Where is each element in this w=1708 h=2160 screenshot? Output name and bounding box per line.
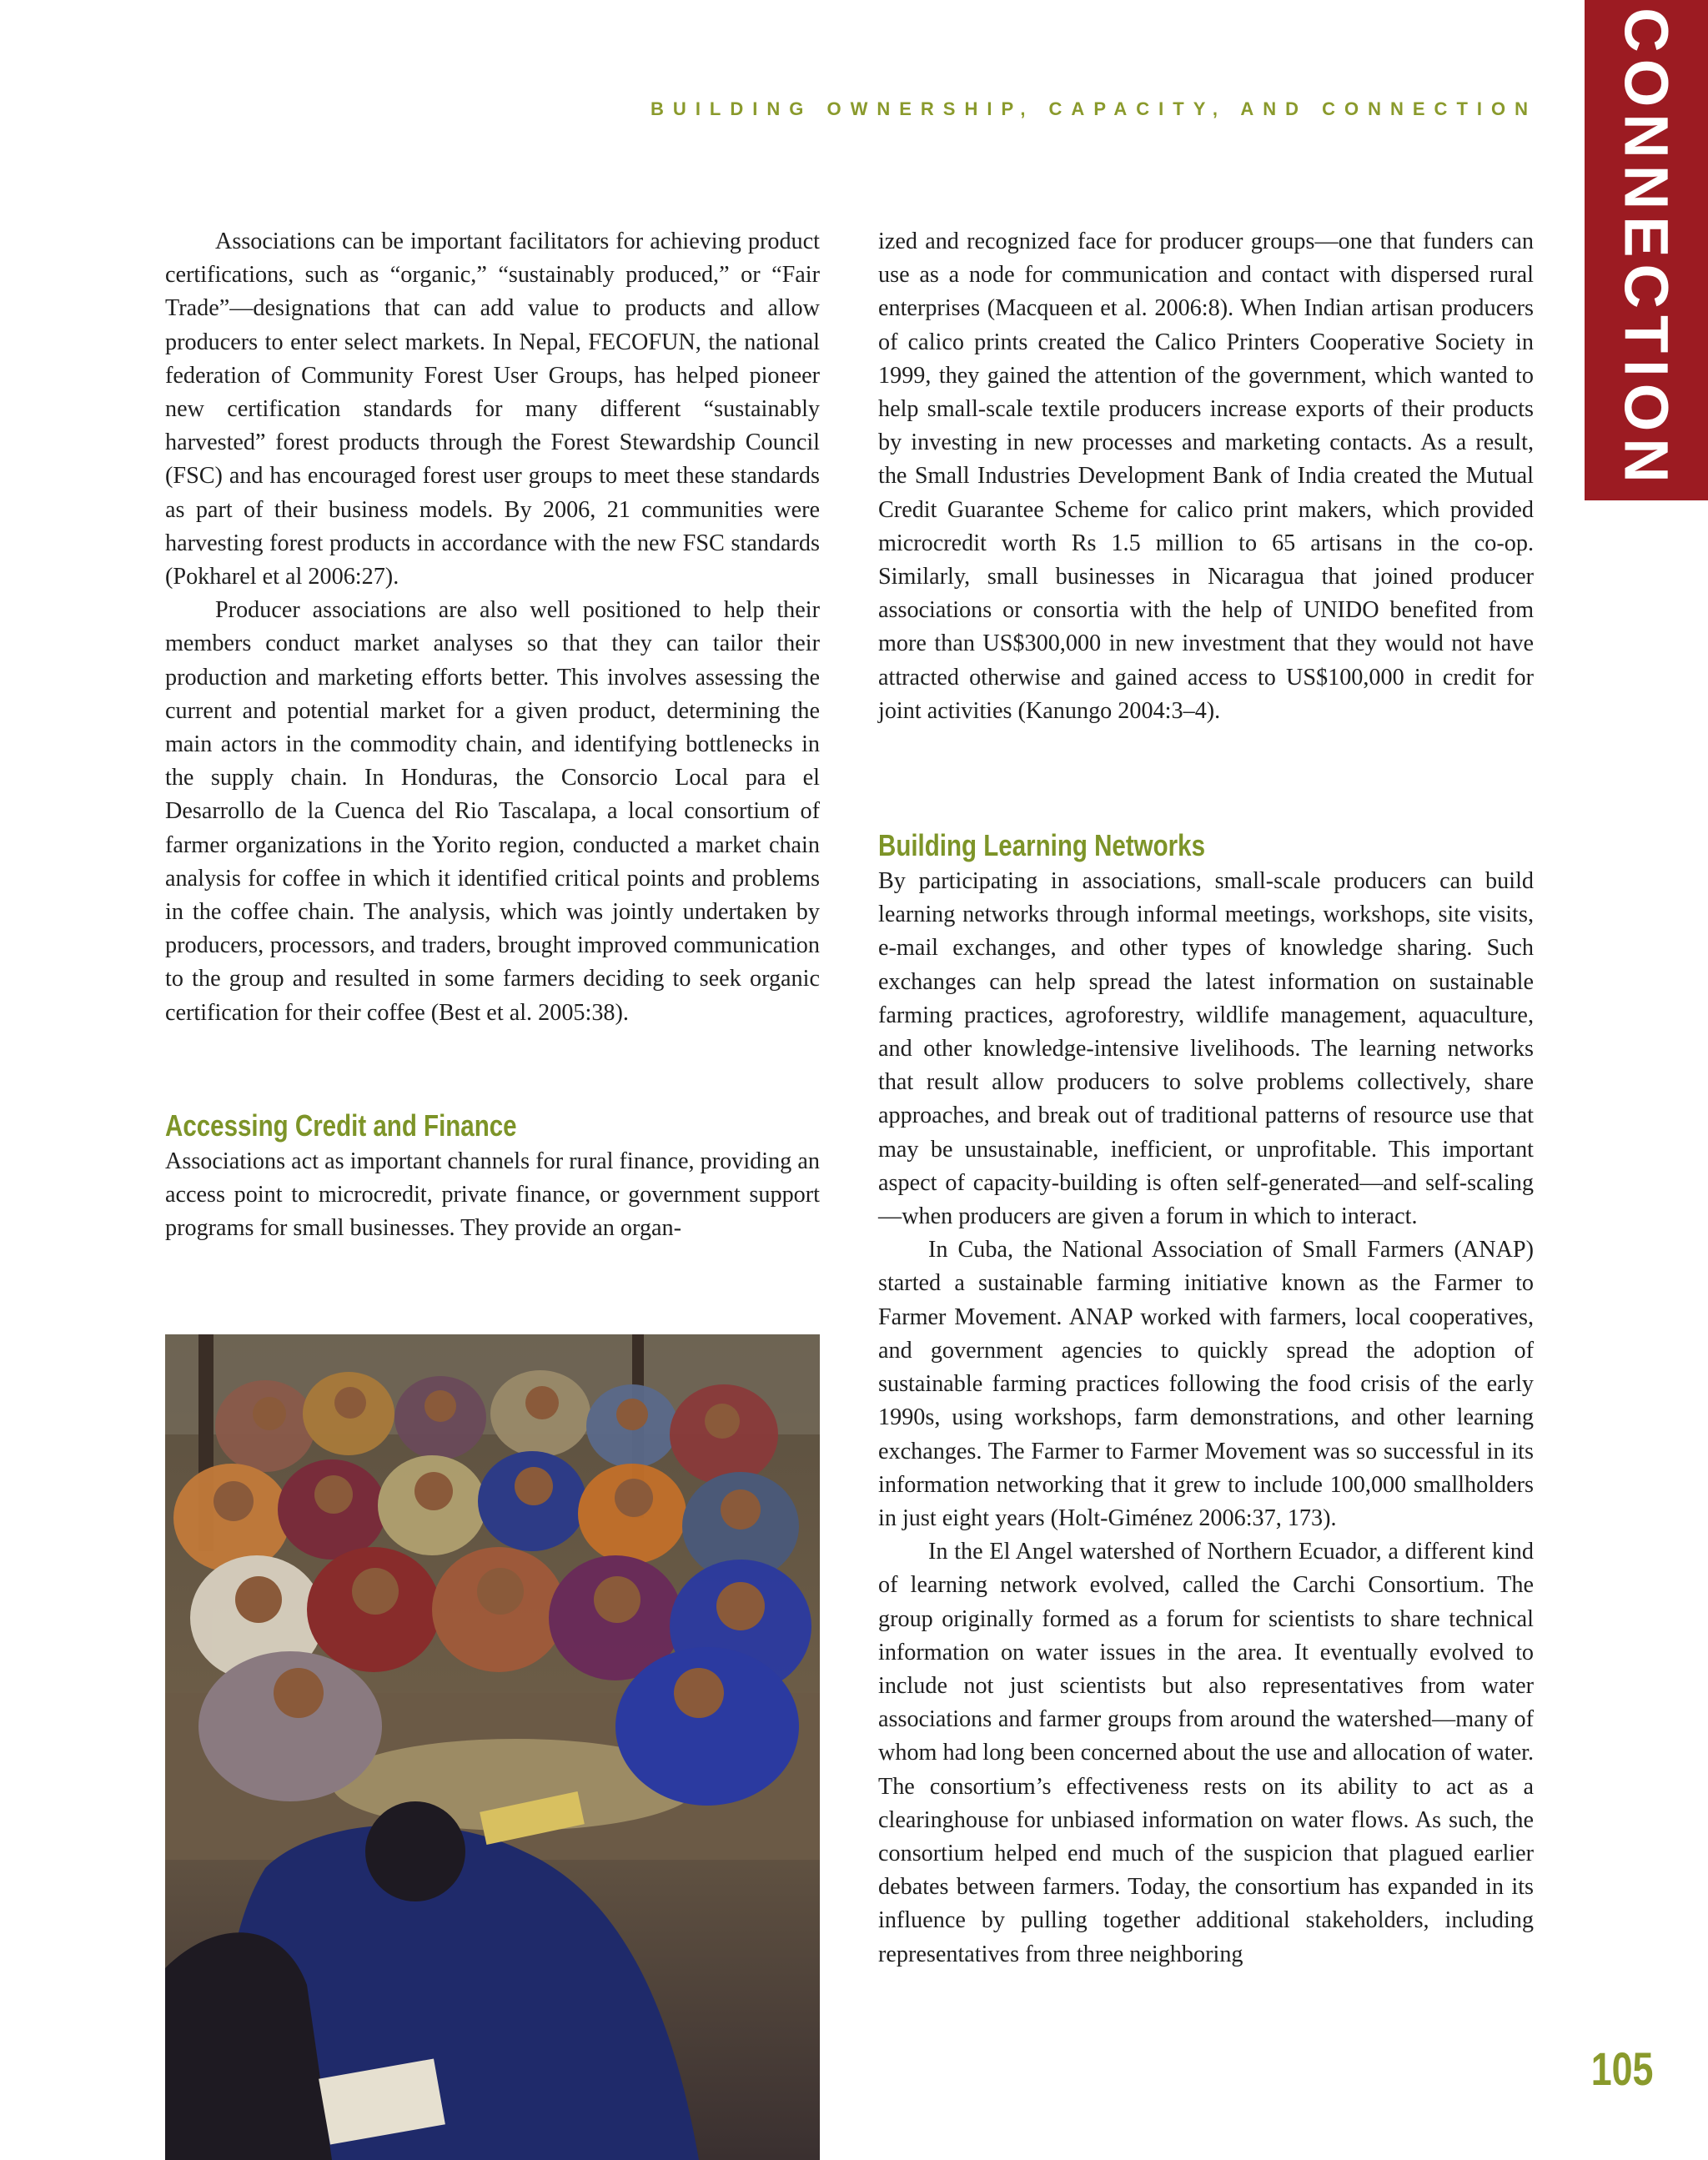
page-number: 105 (1590, 2042, 1653, 2095)
section-heading: Building Learning Networks (878, 828, 1205, 863)
right-column (878, 225, 1534, 1972)
photo-women-meeting (165, 1334, 820, 2160)
body-paragraph: Associations act as important channels for rural finance, providing an access point to microcredit, private finance, or government support programs for small businesses. They provide an organ- (165, 1148, 820, 1242)
photo-illustration (165, 1334, 820, 2160)
body-paragraph: In Cuba, the National Association of Small Farmers (ANAP) started a sustainable farming initiative known as the Farmer to Farmer Movement. ANAP worked with farmers, local cooperatives, and government agencies to quickly spread the adoption of sustainable farming practices following the food crisis of the early 1990s, using workshops, farm demonstrations, and other learning exchanges. The Farmer to Farmer Movement was so successful in its information networking that it grew to include 100,000 smallholders in just eight years (Holt-Giménez 2006:37, 173). (878, 1237, 1534, 1531)
body-paragraph: ized and recognized face for producer groups—one that funders can use as a node for communication and contact with dispersed rural enterprises (Macqueen et al. 2006:8). When Indian artisan producers of calico prints created the Calico Printers Cooperative Society in 1999, they gained the attention of the government, which wanted to help small-scale textile producers increase exports of their products by investing in new processes and marketing contacts. As a result, the Small Industries Development Bank of India created the Mutual Credit Guarantee Scheme for calico print makers, which provided microcredit worth Rs 1.5 million to 65 artisans in the co-op. Similarly, small businesses in Nicaragua that joined producer associations or consortia with the help of UNIDO benefited from more than US$300,000 in new investment that they would not have attracted otherwise and gained access to US$100,000 in credit for joint activities (Kanungo 2004:3–4). (878, 229, 1534, 724)
section-tab-label: CONNECTION (1611, 8, 1681, 490)
body-paragraph: Associations can be important facilitators for achieving product certifications, such as “organic,” “sustainably produced,” or “Fair Trade”—designations that can add value to products and allow producers to enter select markets. In Nepal, FECOFUN, the national federation of Community Forest User Groups, has helped pioneer new certification standards for many different “sustainably harvested” forest products through the Forest Stewardship Council (FSC) and has encouraged forest user groups to meet these standards as part of their business models. By 2006, 21 communities were harvesting forest products in accordance with the new FSC standards (Pokharel et al 2006:27). (165, 229, 820, 590)
left-column (165, 225, 820, 1245)
running-header: BUILDING OWNERSHIP, CAPACITY, AND CONNECTION (651, 98, 1537, 119)
body-paragraph: In the El Angel watershed of Northern Ecuador, a different kind of learning network evolved, called the Carchi Consortium. The group originally formed as a forum for scientists to share technical information on water issues in the area. It eventually evolved to include not just scientists but also representatives from water associations and farmer groups from around the watershed—many of whom had long been concerned about the use and allocation of water. The consortium’s effectiveness rests on its ability to act as a clearinghouse for unbiased information on water flows. As such, the consortium helped end much of the suspicion that plagued earlier debates between farmers. Today, the consortium has expanded in its influence by pulling together additional stakeholders, including representatives from three neighboring (878, 1539, 1534, 1967)
section-tab (1585, 0, 1708, 500)
body-paragraph: Producer associations are also well positioned to help their members conduct market analyses so that they can tailor their production and marketing efforts better. This involves assessing the current and potential market for a given product, determining the main actors in the commodity chain, and identifying bottlenecks in the supply chain. In Honduras, the Consorcio Local para el Desarrollo de la Cuenca del Rio Tascalapa, a local consortium of farmer organizations in the Yorito region, conducted a market chain analysis for coffee in which it identified critical points and problems in the coffee chain. The analysis, which was jointly undertaken by producers, processors, and traders, brought improved communication to the group and resulted in some farmers deciding to seek organic certification for their coffee (Best et al. 2005:38). (165, 597, 820, 1026)
section-heading: Accessing Credit and Finance (165, 1108, 517, 1143)
body-paragraph: By participating in associations, small-scale producers can build learning networks through informal meetings, workshops, site visits, e-mail exchanges, and other types of knowledge sharing. Such exchanges can help spread the latest information on sustainable farming practices, agroforestry, wildlife management, aquaculture, and other knowledge-intensive livelihoods. The learning networks that result allow producers to solve problems collectively, share approaches, and break out of traditional patterns of resource use that may be unsustainable, inefficient, or unprofitable. This important aspect of capacity-building is often self-generated—and self-scaling—when producers are given a forum in which to interact. (878, 868, 1534, 1230)
